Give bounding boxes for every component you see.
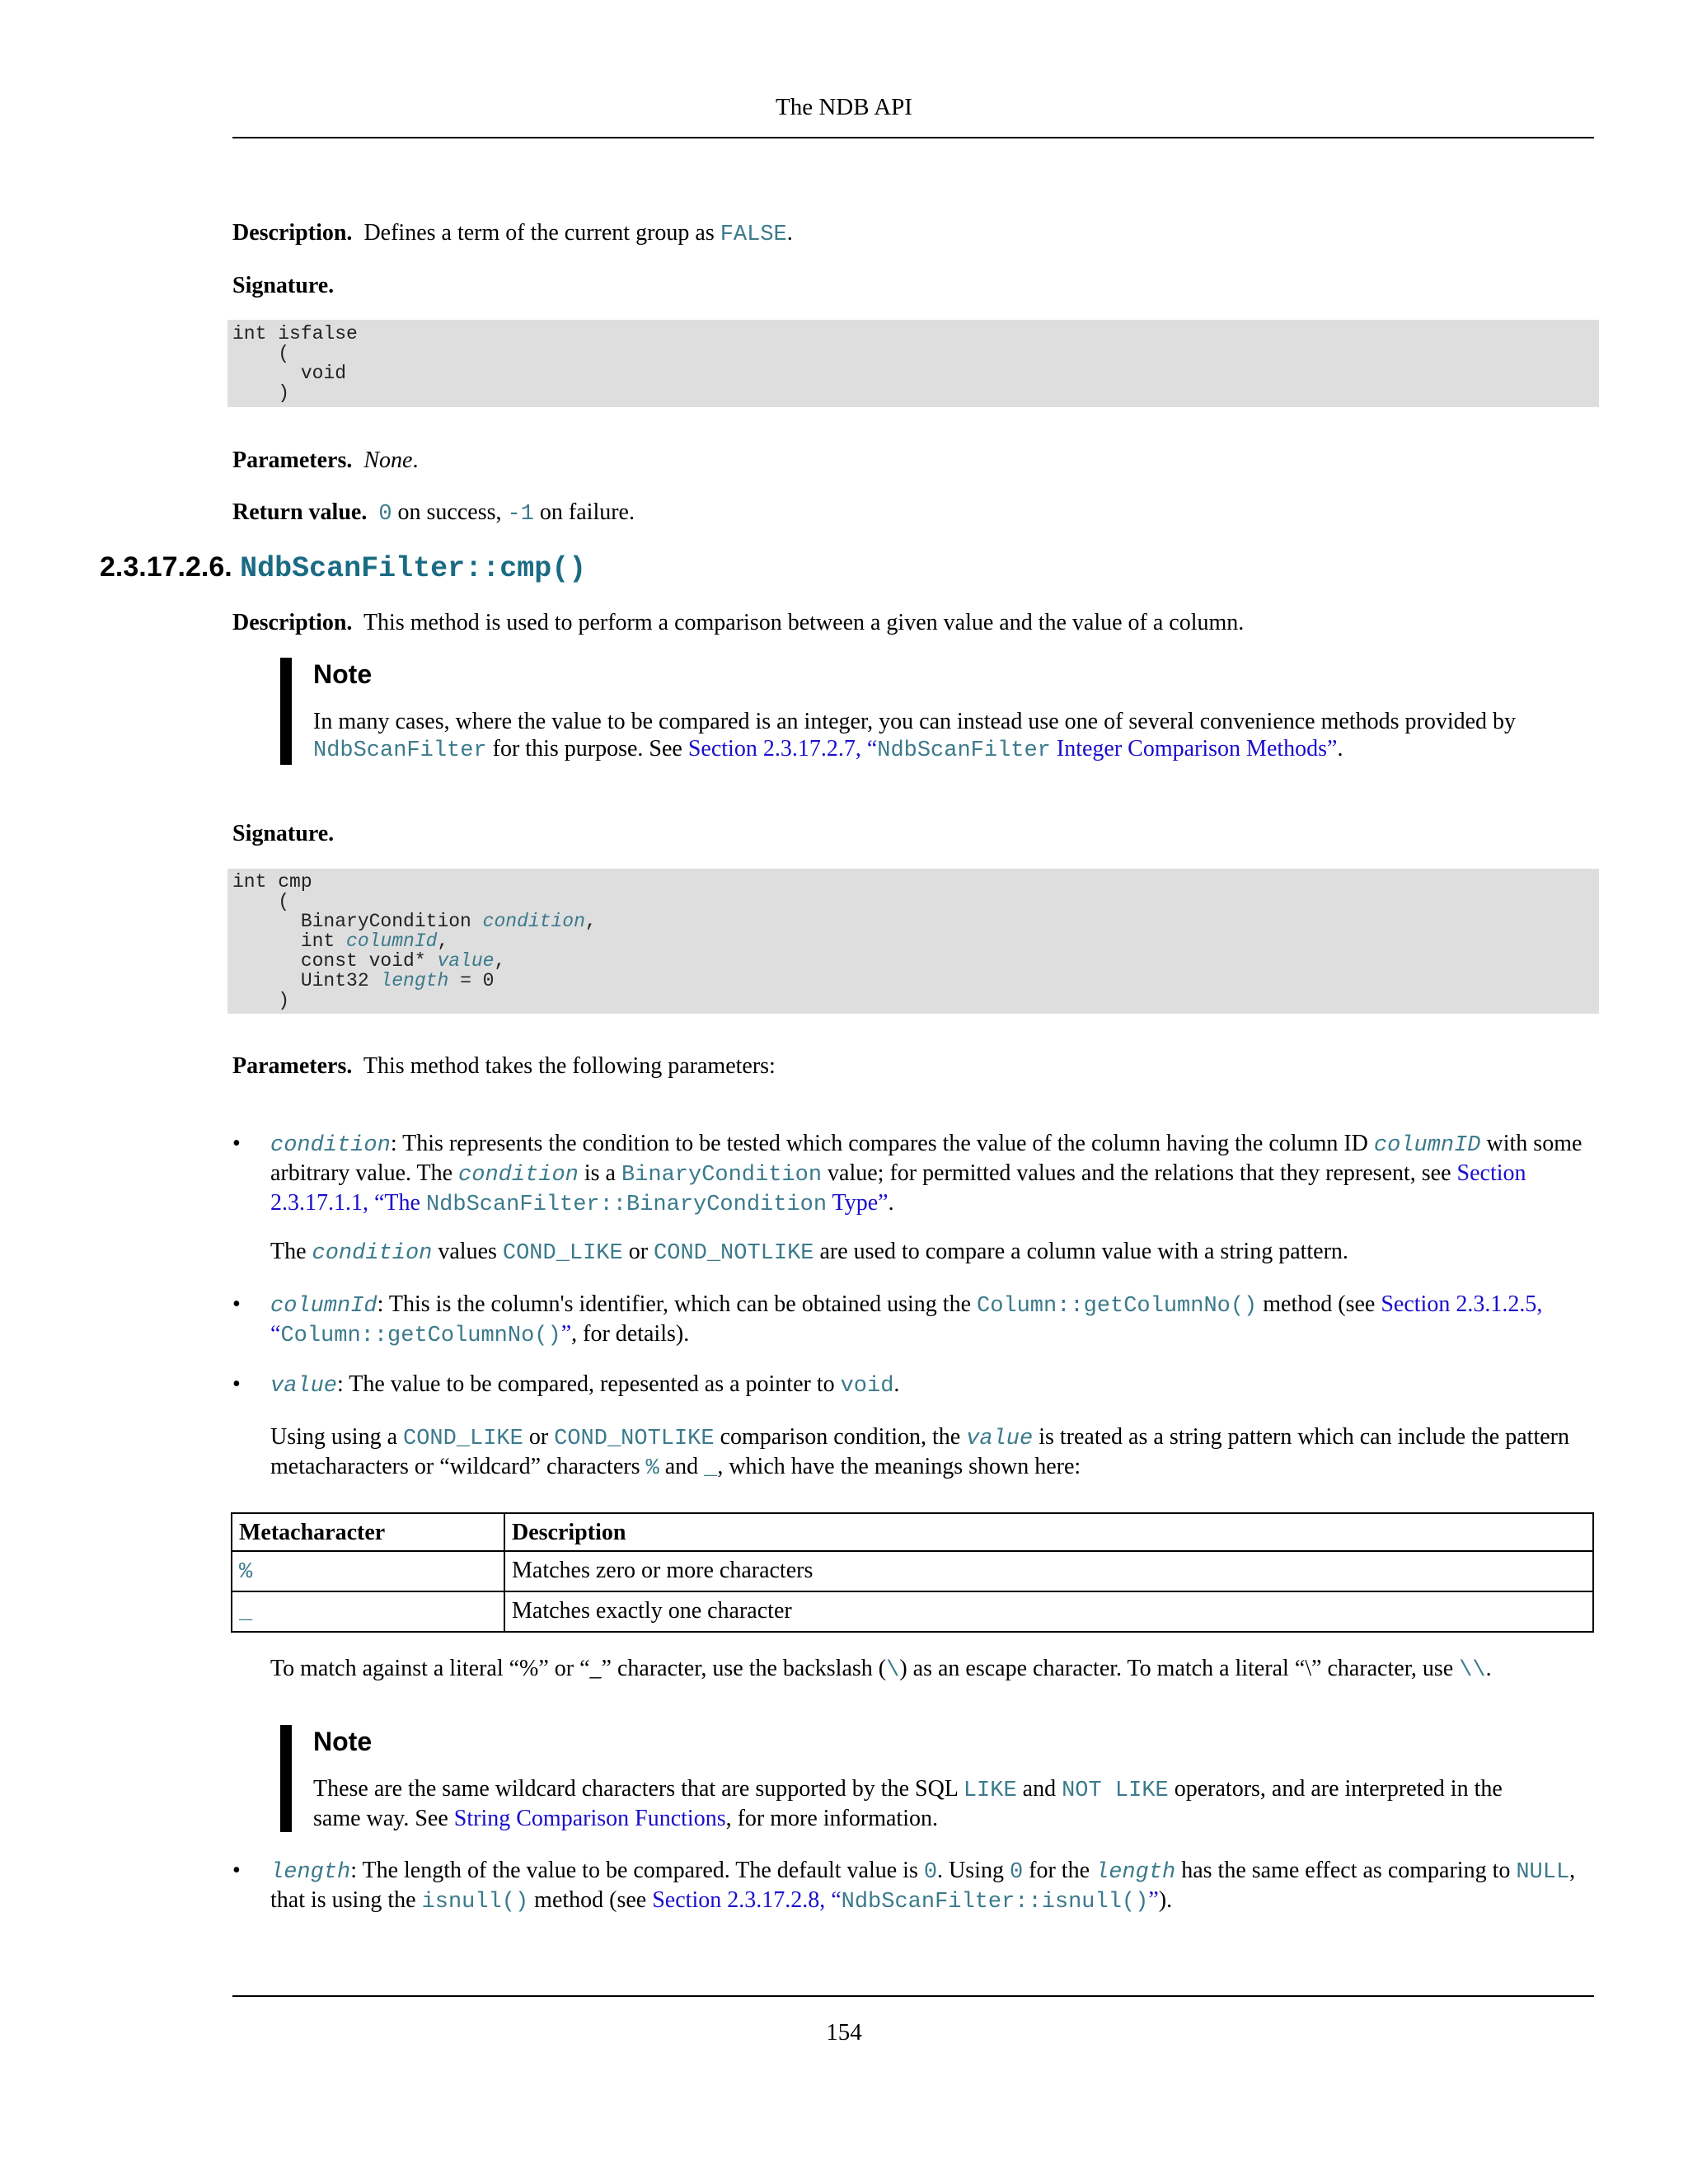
code-null: NULL [1516, 1860, 1570, 1885]
code-arg: length [380, 970, 449, 991]
note-body [313, 1775, 1528, 1832]
code-line: void [232, 363, 347, 384]
table-cell: Matches zero or more characters [504, 1551, 1593, 1591]
code-backslash: \ [886, 1658, 900, 1683]
code-minus-one: -1 [507, 502, 534, 527]
note-heading: Note [313, 659, 373, 689]
link-code[interactable]: NdbScanFilter::isnull() [841, 1890, 1149, 1915]
param-value [270, 1371, 1594, 1400]
cmp-signature-label: Signature. [232, 821, 335, 846]
param-text: , that is using the [270, 1858, 1576, 1913]
link-code[interactable]: NdbScanFilter::BinaryCondition [425, 1193, 828, 1217]
punct: . [786, 220, 793, 246]
parameters-text: This method takes the following parameters: [363, 1053, 776, 1079]
punct: . [412, 448, 419, 473]
table-cell [232, 1551, 504, 1591]
link-text[interactable]: Section 2.3.1.2.5, “ [270, 1291, 1543, 1347]
code-line: ( [232, 343, 290, 364]
punct: ). [1158, 1887, 1173, 1913]
link-text[interactable]: Section 2.3.17.2.7, “ [687, 736, 878, 762]
link-text[interactable]: Section 2.3.17.1.1, “The [270, 1160, 1526, 1216]
isfalse-description [232, 219, 1594, 249]
param-text: with some arbitrary value. The [270, 1131, 1582, 1186]
note-body [313, 708, 1528, 765]
metacharacter-table [231, 1512, 1594, 1633]
bullet-marker: • [232, 1858, 241, 1883]
code-percent: % [645, 1456, 659, 1481]
code-cond-like: COND_LIKE [502, 1241, 623, 1266]
code-type: int [232, 930, 347, 952]
code-percent: % [239, 1560, 253, 1585]
isfalse-signature-code [227, 320, 1599, 407]
table-header-cell: Metacharacter [232, 1513, 504, 1551]
description-text: This method is used to perform a comparison between a given value and the value of a column. [363, 610, 1245, 635]
parameters-none: None [363, 448, 413, 473]
param-text: To match against a literal “%” or “_” character, use the backslash ( [270, 1656, 887, 1681]
param-text: is treated as a string pattern which can include the pattern metacharacters or “wildcard” characters [270, 1424, 1569, 1479]
link-text[interactable]: Type” [827, 1190, 889, 1216]
param-value-pattern [270, 1423, 1594, 1483]
code-length: length [270, 1860, 351, 1885]
note-text: for this purpose. See [492, 736, 682, 762]
return-text: on success, [397, 499, 502, 525]
code-getcolumnno: Column::getColumnNo() [977, 1294, 1258, 1319]
code-punct: , [584, 911, 597, 932]
return-text: on failure. [539, 499, 635, 525]
escape-paragraph [270, 1655, 1594, 1685]
code-type: BinaryCondition [232, 911, 483, 932]
code-value: value [270, 1374, 338, 1399]
code-double-backslash: \\ [1459, 1658, 1486, 1683]
isfalse-parameters [232, 447, 1594, 474]
table-row [232, 1551, 1593, 1591]
punct: . [1337, 736, 1343, 762]
param-text: values [438, 1239, 497, 1264]
param-text: method (see [534, 1887, 647, 1913]
code-punct: , [494, 950, 506, 972]
param-text: : This represents the condition to be tested which compares the value of the column having the column ID [390, 1131, 1368, 1156]
link-code[interactable]: NdbScanFilter [877, 738, 1051, 763]
note-text: In many cases, where the value to be compared is an integer, you can instead use one of several convenience methods provided by [313, 709, 1517, 734]
section-title-code: NdbScanFilter::cmp() [240, 552, 587, 585]
link-code[interactable]: Column::getColumnNo() [280, 1324, 561, 1348]
code-false: FALSE [720, 223, 787, 247]
punct: . [1485, 1656, 1492, 1681]
code-isnull: isnull() [421, 1890, 529, 1915]
bullet-marker: • [232, 1131, 241, 1156]
note-text: These are the same wildcard characters that are supported by the SQL [313, 1776, 958, 1802]
code-not-like: NOT LIKE [1062, 1779, 1169, 1803]
table-cell [232, 1591, 504, 1632]
parameters-label: Parameters. [232, 1053, 353, 1079]
param-text: method (see [1263, 1291, 1376, 1317]
code-condition: condition [312, 1241, 433, 1266]
param-text: Using using a [270, 1424, 397, 1450]
param-text: The [270, 1239, 307, 1264]
code-void: void [840, 1374, 894, 1399]
code-value: value [966, 1427, 1034, 1451]
link-text[interactable]: ” [560, 1321, 572, 1347]
code-zero: 0 [1009, 1860, 1024, 1885]
isfalse-signature-label: Signature. [232, 273, 335, 298]
cmp-description [232, 609, 1594, 636]
code-punct: , [437, 930, 449, 952]
punct: . [888, 1190, 894, 1216]
code-line: int cmp [232, 871, 312, 893]
page-number: 154 [826, 2019, 862, 2046]
link-text[interactable]: Section 2.3.17.2.8, “ [652, 1887, 842, 1913]
param-text: are used to compare a column value with a string pattern. [819, 1239, 1348, 1264]
link-isnull[interactable] [652, 1887, 1159, 1913]
code-cond-notlike: COND_NOTLIKE [654, 1241, 814, 1266]
code-line: ( [232, 891, 290, 912]
code-type: const void* [232, 950, 438, 972]
bullet-marker: • [232, 1291, 241, 1317]
param-length [270, 1857, 1594, 1916]
code-cond-like: COND_LIKE [403, 1427, 523, 1451]
link-text[interactable]: Integer Comparison Methods” [1050, 736, 1338, 762]
cmp-signature-code [227, 869, 1599, 1014]
param-text: value; for permitted values and the relations that they represent, see [828, 1160, 1451, 1186]
param-text: : This is the column's identifier, which can be obtained using the [377, 1291, 971, 1317]
note-text: operators, and are interpreted in the same way. See [313, 1776, 1503, 1831]
param-text: ) as an escape character. To match a literal “\” character, use [899, 1656, 1454, 1681]
code-type: Uint32 [232, 970, 381, 991]
table-cell: Matches exactly one character [504, 1591, 1593, 1632]
description-label: Description. [232, 610, 353, 635]
section-heading [100, 551, 586, 585]
code-length: length [1095, 1860, 1176, 1885]
code-line [232, 912, 1599, 931]
description-label: Description. [232, 220, 353, 246]
description-text: Defines a term of the current group as [363, 220, 715, 246]
note-text: , for more information. [725, 1806, 938, 1831]
code-zero: 0 [378, 502, 392, 527]
param-text: : The length of the value to be compared. The default value is [350, 1858, 918, 1883]
code-binarycondition: BinaryCondition [621, 1163, 823, 1188]
param-text: or [528, 1424, 549, 1450]
table-header-cell: Description [504, 1513, 1593, 1551]
param-text: . Using [937, 1858, 1004, 1883]
code-condition: condition [270, 1133, 391, 1158]
code-columnid: columnId [270, 1294, 377, 1319]
code-arg: condition [482, 911, 585, 932]
code-line: ) [232, 990, 290, 1011]
code-punct: = 0 [448, 970, 495, 991]
note-heading: Note [313, 1727, 373, 1756]
code-line [232, 931, 1599, 951]
note-sql-wildcards [280, 1725, 1517, 1832]
running-header: The NDB API [776, 94, 912, 120]
code-ndbscanfilter: NdbScanFilter [313, 738, 487, 763]
param-text: and [664, 1454, 699, 1479]
code-zero: 0 [923, 1860, 938, 1885]
return-label: Return value. [232, 499, 368, 525]
footer-rule [232, 1995, 1594, 1997]
code-line [232, 971, 1599, 991]
code-line: ) [232, 382, 290, 404]
code-like: LIKE [963, 1779, 1017, 1803]
code-underscore: _ [239, 1601, 253, 1625]
code-underscore: _ [704, 1456, 718, 1481]
link-string-comparison[interactable]: String Comparison Functions [453, 1806, 726, 1831]
param-condition-like [270, 1238, 1594, 1268]
param-condition [270, 1130, 1594, 1219]
punct: , for details). [571, 1321, 690, 1347]
code-arg: columnId [346, 930, 438, 952]
param-text: is a [584, 1160, 616, 1186]
header-rule [232, 137, 1594, 138]
code-cond-notlike: COND_NOTLIKE [554, 1427, 715, 1451]
param-columnid [270, 1291, 1594, 1350]
note-text: and [1022, 1776, 1057, 1802]
param-text: : The value to be compared, repesented as a pointer to [337, 1371, 835, 1397]
code-line [232, 951, 1599, 971]
param-text: , which have the meanings shown here: [717, 1454, 1081, 1479]
code-arg: value [437, 950, 495, 972]
param-text: or [628, 1239, 649, 1264]
code-condition: condition [458, 1163, 579, 1188]
link-integer-comparison[interactable] [688, 736, 1338, 762]
param-text: has the same effect as comparing to [1181, 1858, 1511, 1883]
code-columnid: columnID [1373, 1133, 1481, 1158]
note-integer-methods [280, 658, 1517, 765]
param-text: for the [1029, 1858, 1090, 1883]
code-line: int isfalse [232, 323, 358, 344]
isfalse-return-value [232, 499, 1594, 528]
link-text[interactable]: ” [1148, 1887, 1159, 1913]
cmp-parameters [232, 1052, 1594, 1080]
parameters-label: Parameters. [232, 448, 353, 473]
table-row [232, 1591, 1593, 1632]
table-header-row [232, 1513, 1593, 1551]
punct: . [893, 1371, 900, 1397]
section-number: 2.3.17.2.6. [100, 551, 232, 583]
param-text: comparison condition, the [720, 1424, 961, 1450]
bullet-marker: • [232, 1371, 241, 1397]
